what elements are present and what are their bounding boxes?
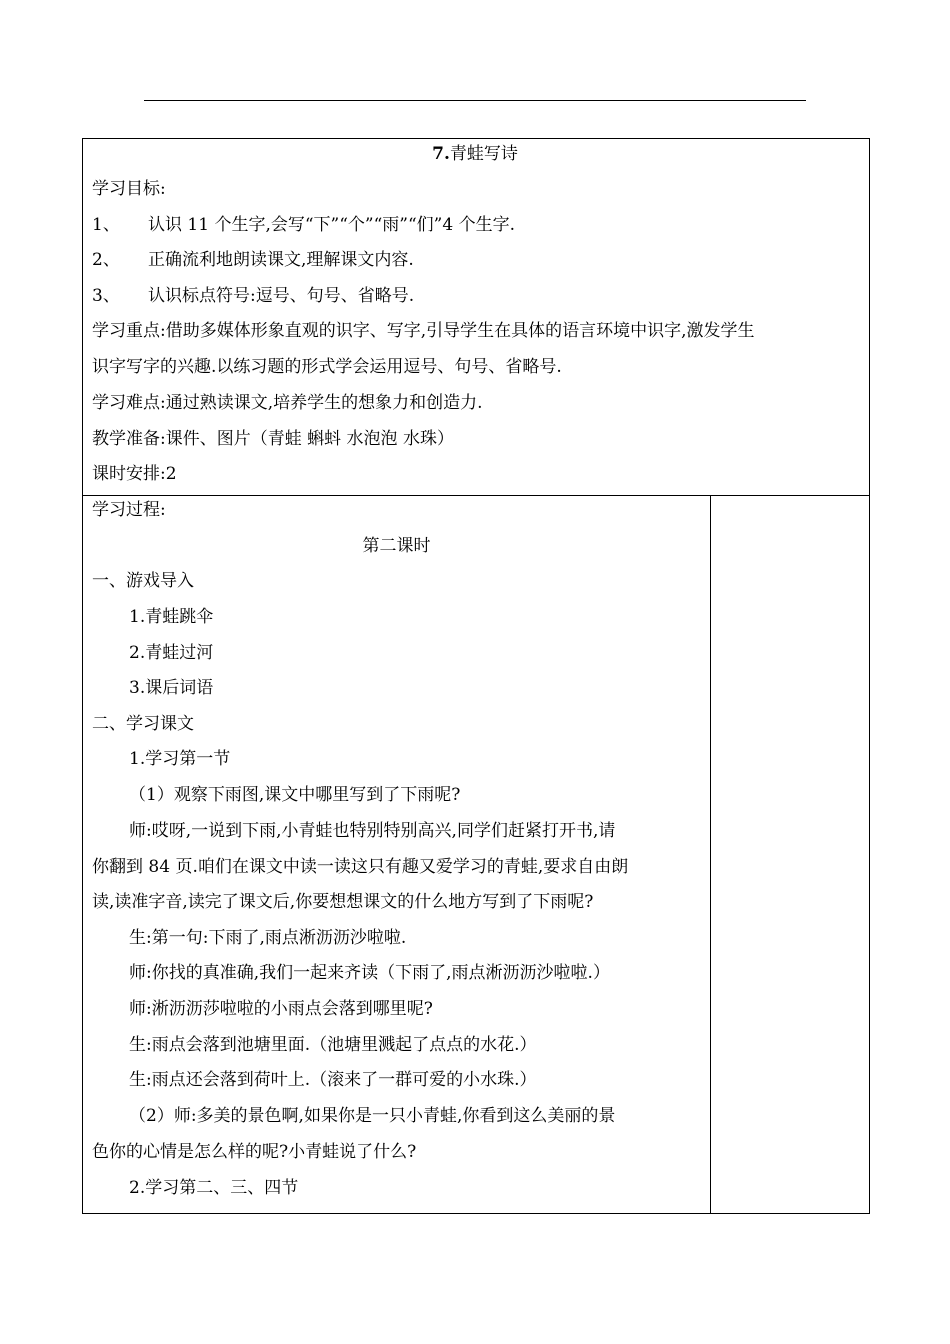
list-item: 3.课后词语 bbox=[129, 678, 214, 698]
schedule: 课时安排:2 bbox=[92, 464, 177, 484]
goal-item bbox=[92, 250, 414, 270]
teaching-prep: 教学准备:课件、图片（青蛙 蝌蚪 水泡泡 水珠） bbox=[92, 429, 454, 449]
paragraph-line: 生:第一句:下雨了,雨点淅沥沥沙啦啦. bbox=[129, 928, 407, 948]
section-heading: 二、学习课文 bbox=[92, 714, 194, 734]
process-heading: 学习过程: bbox=[92, 500, 166, 520]
focus-line-1: 学习重点:借助多媒体形象直观的识字、写字,引导学生在具体的语言环境中识字,激发学生 bbox=[92, 321, 755, 341]
lesson-title bbox=[0, 144, 950, 164]
goal-text: 认识 11 个生字,会写“下”“个”“雨”“们”4 个生字. bbox=[148, 215, 515, 235]
list-item: 1.青蛙跳伞 bbox=[129, 607, 214, 627]
goal-text: 正确流利地朗读课文,理解课文内容. bbox=[148, 250, 414, 270]
list-item: 2.学习第二、三、四节 bbox=[129, 1178, 299, 1198]
paragraph-line: 读,读准字音,读完了课文后,你要想想课文的什么地方写到了下雨呢? bbox=[92, 892, 594, 912]
paragraph-line: 生:雨点还会落到荷叶上.（滚来了一群可爱的小水珠.） bbox=[129, 1070, 537, 1090]
paragraph-line: 师:淅沥沥莎啦啦的小雨点会落到哪里呢? bbox=[129, 999, 433, 1019]
goals-heading: 学习目标: bbox=[92, 179, 166, 199]
session-title: 第二课时 bbox=[362, 536, 431, 556]
goal-number: 1、 bbox=[92, 215, 120, 235]
paragraph-line: （1）观察下雨图,课文中哪里写到了下雨呢? bbox=[129, 785, 461, 805]
list-item: 2.青蛙过河 bbox=[129, 643, 214, 663]
paragraph-line: 色你的心情是怎么样的呢?小青蛙说了什么? bbox=[92, 1142, 417, 1162]
lesson-number: 7. bbox=[432, 144, 450, 164]
goal-number: 3、 bbox=[92, 286, 120, 306]
paragraph-line: 师:哎呀,一说到下雨,小青蛙也特别特别高兴,同学们赶紧打开书,请 bbox=[129, 821, 616, 841]
header-rule bbox=[144, 100, 806, 101]
goal-text: 认识标点符号:逗号、句号、省略号. bbox=[148, 286, 415, 306]
notes-column bbox=[710, 495, 870, 1214]
difficulty: 学习难点:通过熟读课文,培养学生的想象力和创造力. bbox=[92, 393, 483, 413]
focus-line-2: 识字写字的兴趣.以练习题的形式学会运用逗号、句号、省略号. bbox=[92, 357, 562, 377]
goal-number: 2、 bbox=[92, 250, 120, 270]
goal-item bbox=[92, 215, 515, 235]
paragraph-line: 师:你找的真准确,我们一起来齐读（下雨了,雨点淅沥沥沙啦啦.） bbox=[129, 963, 610, 983]
list-item: 1.学习第一节 bbox=[129, 749, 231, 769]
paragraph-line: 你翻到 84 页.咱们在课文中读一读这只有趣又爱学习的青蛙,要求自由朗 bbox=[92, 857, 629, 877]
paragraph-line: 生:雨点会落到池塘里面.（池塘里溅起了点点的水花.） bbox=[129, 1035, 537, 1055]
goal-item bbox=[92, 286, 414, 306]
paragraph-line: （2）师:多美的景色啊,如果你是一只小青蛙,你看到这么美丽的景 bbox=[129, 1106, 616, 1126]
lesson-title-text: 青蛙写诗 bbox=[449, 144, 518, 164]
section-heading: 一、游戏导入 bbox=[92, 571, 194, 591]
